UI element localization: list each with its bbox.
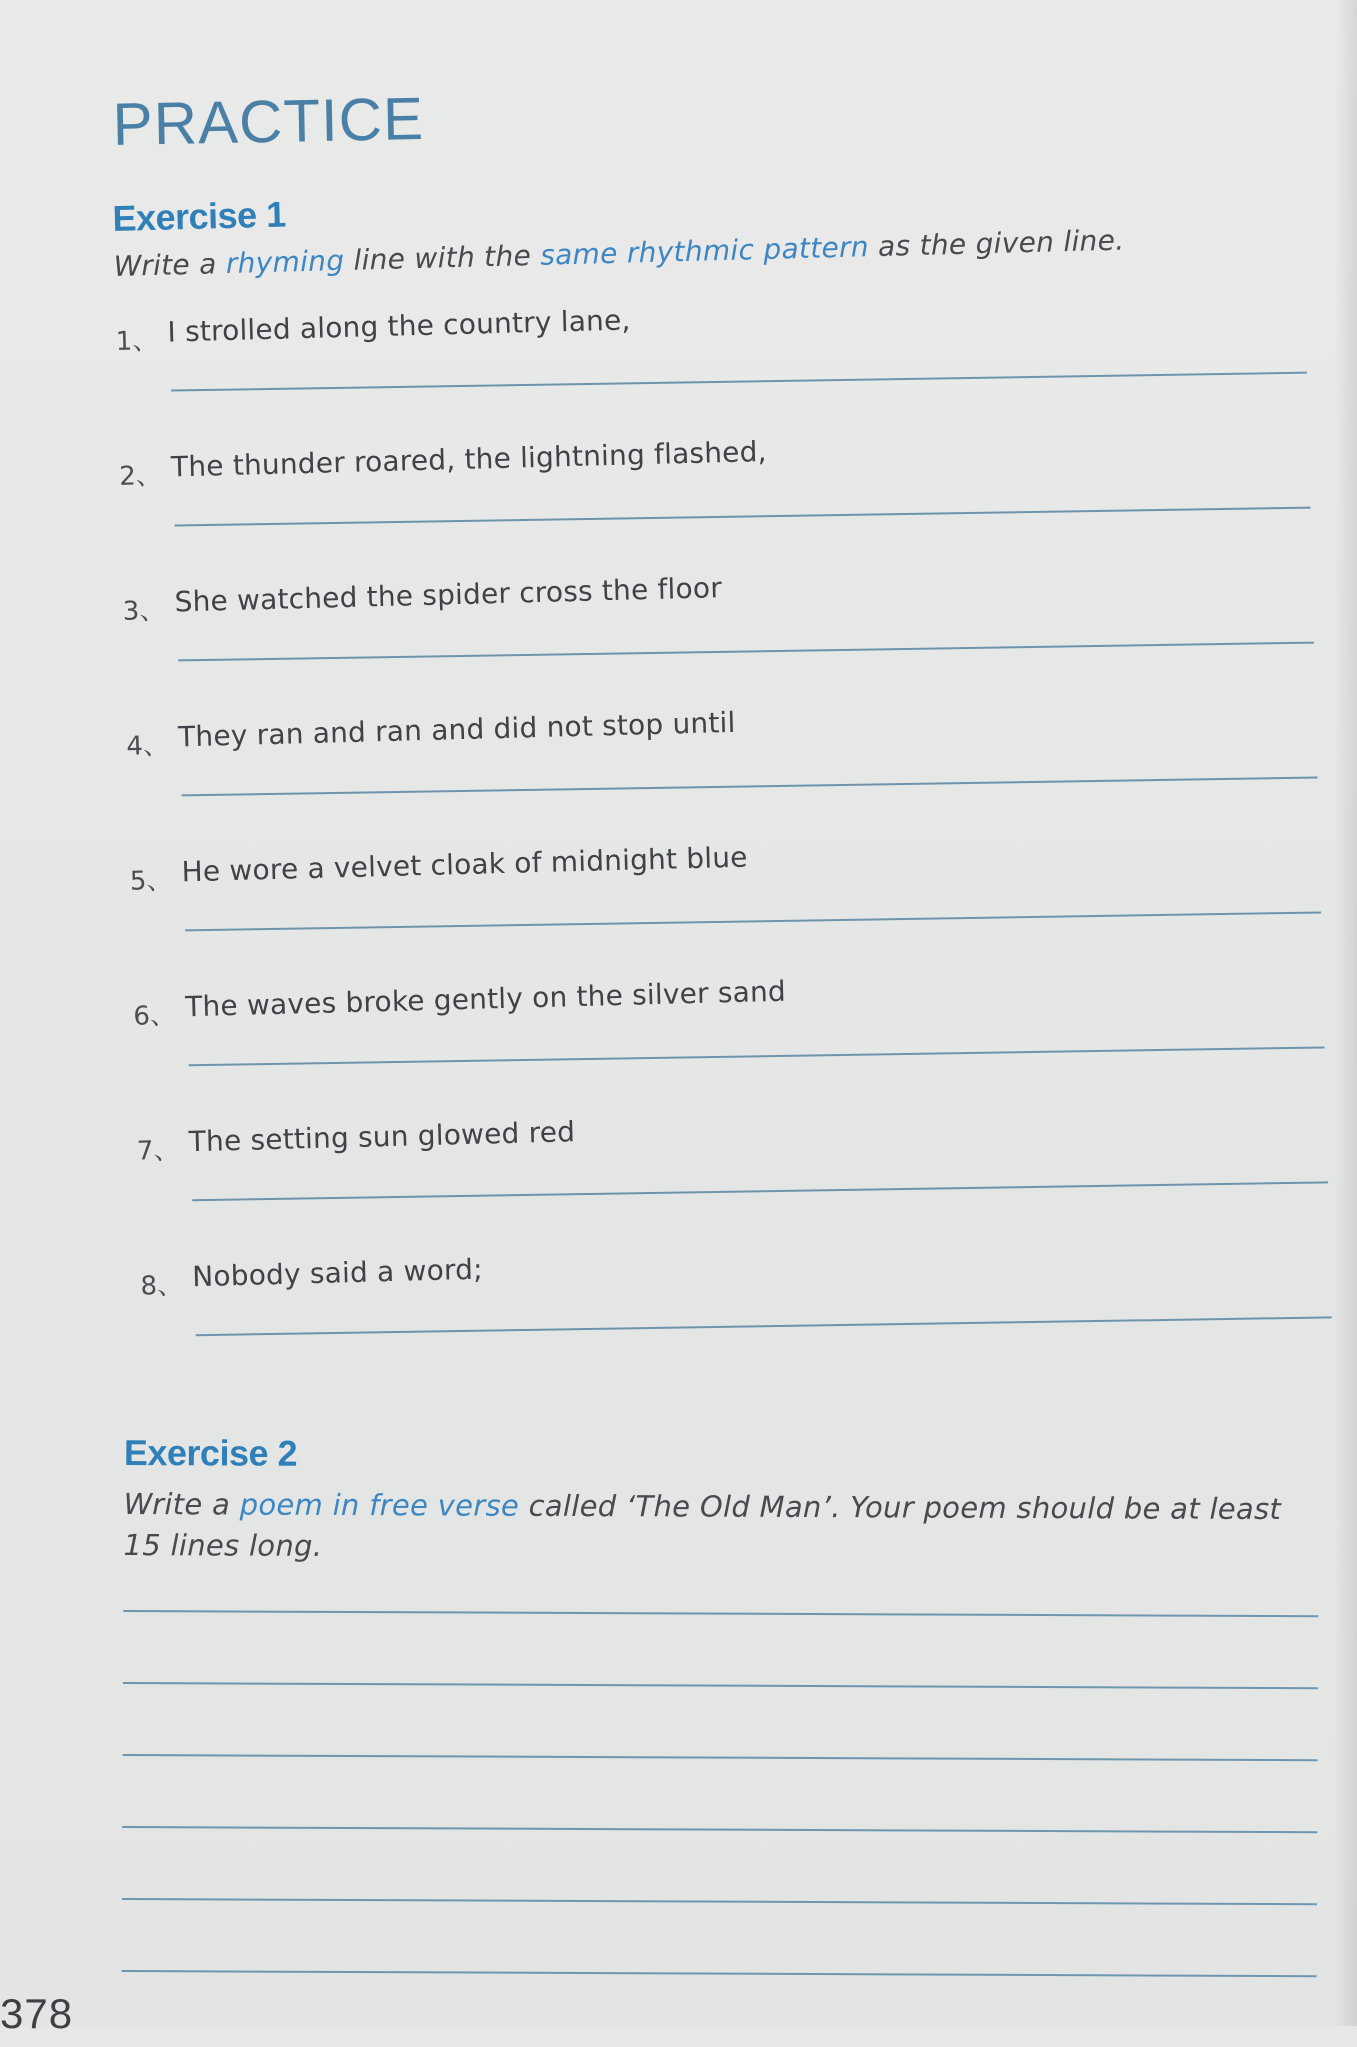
instruction-text: as the given line. xyxy=(868,223,1125,264)
item-number: 2、 xyxy=(118,460,163,492)
answer-line[interactable] xyxy=(178,642,1314,662)
item-prompt: I strolled along the country lane, xyxy=(167,303,631,349)
item-number: 6、 xyxy=(133,1000,177,1032)
writing-line[interactable] xyxy=(122,1970,1317,1977)
writing-line[interactable] xyxy=(122,1826,1317,1833)
writing-line[interactable] xyxy=(123,1610,1318,1617)
item-number: 7、 xyxy=(136,1135,180,1167)
poem-writing-area xyxy=(122,1610,1314,1977)
item-number: 1、 xyxy=(115,325,159,357)
item-prompt: The thunder roared, the lightning flashed, xyxy=(170,434,768,484)
item-prompt: She watched the spider cross the floor xyxy=(174,571,723,619)
item-number: 8、 xyxy=(140,1270,184,1302)
instruction-highlight-free-verse: poem in free verse xyxy=(239,1487,520,1523)
writing-line[interactable] xyxy=(123,1682,1318,1689)
item-number: 3、 xyxy=(122,595,166,627)
answer-line[interactable] xyxy=(185,911,1321,931)
exercise-2 xyxy=(121,1432,1314,2047)
exercise-2-instruction xyxy=(123,1484,1313,1571)
exercise-2-heading: Exercise 2 xyxy=(123,1432,298,1474)
writing-line[interactable] xyxy=(122,1898,1317,1905)
answer-line[interactable] xyxy=(175,507,1311,527)
page-number: 378 xyxy=(0,1990,74,2037)
item-prompt: The waves broke gently on the silver sand xyxy=(184,974,787,1024)
instruction-highlight-rhythmic-pattern: same rhythmic pattern xyxy=(539,230,870,272)
exercise-1 xyxy=(112,167,1333,1389)
answer-line[interactable] xyxy=(196,1316,1332,1336)
item-prompt: They ran and ran and did not stop until xyxy=(177,705,736,754)
item-prompt: He wore a velvet cloak of midnight blue xyxy=(181,840,748,889)
writing-line[interactable] xyxy=(123,1754,1318,1761)
exercise-1-items xyxy=(115,278,1333,1389)
item-number: 4、 xyxy=(125,730,170,762)
item-number: 5、 xyxy=(129,865,173,897)
item-prompt: The setting sun glowed red xyxy=(188,1115,576,1159)
answer-line[interactable] xyxy=(192,1181,1328,1201)
instruction-text: Write a xyxy=(123,1486,240,1522)
page-title: PRACTICE xyxy=(112,85,425,158)
answer-line[interactable] xyxy=(189,1046,1325,1066)
instruction-text: line with the xyxy=(343,238,541,277)
instruction-text: called ‘The Old Man’. Your poem should be at least 15 lines long. xyxy=(123,1488,1282,1563)
answer-line[interactable] xyxy=(182,777,1318,797)
instruction-text: Write a xyxy=(113,247,227,283)
instruction-highlight-rhyming: rhyming xyxy=(225,243,345,281)
answer-line[interactable] xyxy=(171,372,1307,392)
page-edge-shadow xyxy=(1335,0,1357,2026)
exercise-1-heading: Exercise 1 xyxy=(112,193,287,239)
item-prompt: Nobody said a word; xyxy=(191,1252,484,1294)
